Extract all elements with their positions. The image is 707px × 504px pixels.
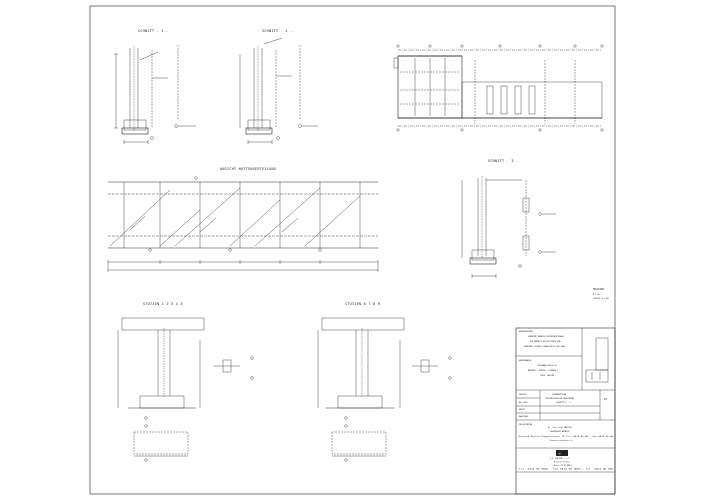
columns-b-title: STUTZEN 6 7 8 9	[345, 302, 381, 306]
columns-a-drawing	[118, 302, 253, 461]
section-1-title: SCHNITT - 1 -	[138, 29, 169, 33]
elevation-title: ANSICHT MATTENVERTEILUNG	[220, 167, 277, 171]
scale-note	[593, 288, 609, 300]
company-contact: Tel. 0474 00 0000 - Fax 0474 00 0000 - Tel. 0474 00 000	[519, 468, 613, 471]
section-1-drawing	[114, 29, 196, 144]
sheet-border	[90, 6, 615, 494]
scale-label: MASSSTAB:	[593, 288, 605, 291]
client-line-3: GEMEINDE GOLDENE STRASSE ALLE 000 0000	[524, 346, 566, 348]
client-header: BAUHERRSCHAFT	[519, 331, 534, 333]
plan-title-3: SCHNITTE 1 - 3	[556, 402, 572, 404]
project-line-3: TIROL TIROLER	[540, 375, 555, 377]
planner-header: PROJEKTANTEN	[519, 424, 532, 426]
client-line-1: GEMEINDE BRUNECK PUSTERTALSTRASSE	[528, 336, 564, 338]
project-line-2: BRUNECK - SEKTOR - STRASSE 5	[528, 370, 559, 372]
scale-value-2: (DETAIL M 1:20)	[593, 298, 610, 300]
columns-b-drawing	[318, 302, 451, 461]
foundation-plan-drawing	[394, 45, 603, 131]
planner-email: brunecktecnica@tin.it	[550, 440, 573, 442]
plan-title-2: BETONTECHNISCHE BERECHNUNG	[546, 398, 575, 400]
section-2-title: SCHNITT - 2 -	[262, 29, 293, 33]
company-line-2: Bruneck Strasse	[554, 461, 571, 464]
planner-address: Bruneck Martin Zingerstrasse 12 Tel. 0474 00 00 - Fax 0474 00 00	[519, 436, 589, 438]
client-line-2: DIE BRUNECK HOCHLEISTUNG SPA	[530, 341, 561, 343]
row-project: PROJEKT	[519, 394, 527, 396]
project-line-1: BETONBAU HALLE 09	[538, 365, 557, 367]
row-date: DATUM	[519, 409, 525, 411]
company-line-3: Bozen 39 BZ BRD 5	[554, 465, 573, 467]
plan-title-1: FUNDAMENTPLAN	[552, 394, 567, 396]
project-header: BAUVORHABEN	[519, 360, 531, 362]
row-number: NR. 0007	[519, 402, 528, 404]
mesh-elevation-drawing	[108, 167, 378, 272]
section-3-drawing	[462, 159, 556, 278]
company-name: G.P. PROJEKT s.r.l.	[550, 458, 571, 460]
scale-value-1: M 1:50	[593, 294, 600, 296]
section-3-title: SCHNITT - 3 -	[488, 159, 519, 163]
plan-number: 07	[604, 398, 608, 401]
row-scale: MASSSTAB	[519, 416, 528, 418]
planner-name: Dr. Ing. Luigi MARTINI	[548, 427, 572, 429]
company-logo-text: GP	[558, 453, 561, 456]
section-2-drawing	[240, 29, 318, 144]
columns-a-title: STUTZEN 1 2 3 4 5	[143, 302, 183, 306]
planner-sub: INGENIEURE BRUNECK	[550, 431, 570, 433]
